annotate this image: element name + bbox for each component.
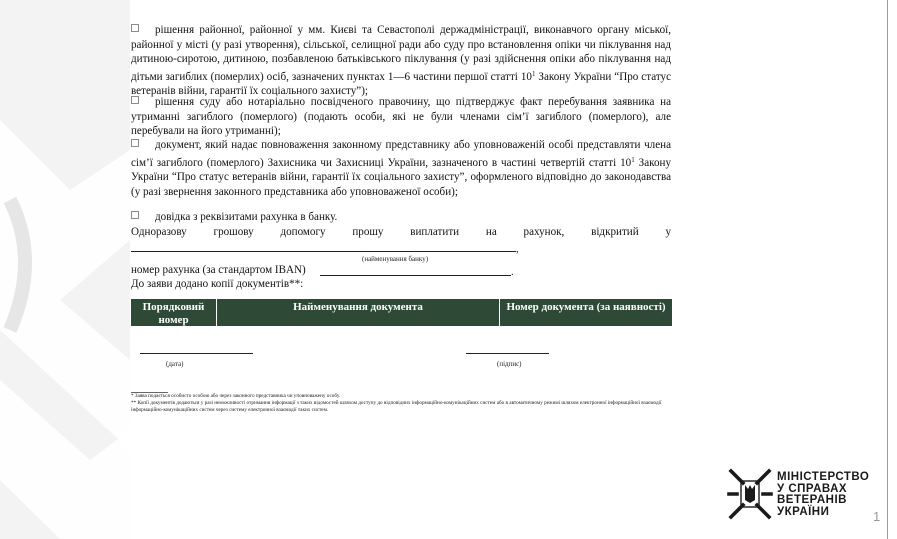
list-item: документ, який надає повноваження законному представнику або уповноваженій особі представляти члена сім’ї загиблого (померлого) Захисника чи Захисниці України, зазначеного в частині четвертій статті $10^1$ Закону України “Про статус ветеранів війни, гарантії їх соціального захисту”, оформленого відповідно до законодавства (у разі звернення законного представника або уповноваженої особи); <box>131 139 671 198</box>
date-caption: (дата) <box>166 360 184 368</box>
checkbox[interactable] <box>131 96 139 104</box>
list-item: довідка з реквізитами рахунка в банку. <box>131 210 671 225</box>
footnote-2: ** Копії документів додаються у разі неможливості отримання інформації з таких відомостей шляхом доступу до відповідних інформаційно-комунікаційних систем або в автоматичному режимі шляхом електронної інформаційної взаємодії інформаційно-комунікаційних систем через систему електронної взаємодії таких систем. <box>131 400 662 413</box>
checkbox[interactable] <box>131 211 139 219</box>
attached-docs-label: До заяви додано копії документів**: <box>131 278 304 290</box>
ministry-name: МІНІСТЕРСТВО У СПРАВАХ ВЕТЕРАНІВ УКРАЇНИ <box>777 471 870 518</box>
date-field[interactable] <box>140 353 253 354</box>
iban-field[interactable] <box>320 275 511 276</box>
ministry-logo-icon <box>727 467 773 521</box>
documents-table-header <box>131 299 672 326</box>
column-header-document-name: Найменування документа <box>217 299 500 326</box>
column-header-number: Порядковий номер <box>131 299 217 326</box>
bank-name-caption: (найменування банку) <box>362 255 429 263</box>
iban-label: номер рахунка (за стандартом IBAN) <box>131 264 306 276</box>
document-page: рішення районної, районної у мм. Києві та Севастополі держадміністрації, виконавчого органу міської, районної у місті (у разі утворення), сільської, селищної ради або суду про встановлення опіки чи піклування над дитиною-сиротою, дитиною, позбавленою батьківського піклування (у разі здійснення опіки або піклування над дітьми загиблих (померлих) осіб, зазначених пунктах 1—6 частини першої статті $10^1$ Закону України “Про статус ветеранів війни, гарантії їх соціального захисту”); рішення суду або нотаріально посвідченого правочину, що підтверджує факт перебування заявника на утриманні загиблого (померлого) (подають особи, які не були членами сім’ї загиблого (померлого), але перебували на його утриманні); документ, який надає повноваження законному представнику або уповноваженій особі представляти члена сім’ї загиблого (померлого) Захисника чи Захисниці України, зазначеного в частині четвертій статті $10^1$ Закону України “Про статус ветеранів війни, гарантії їх соціального захисту”, оформленого відповідно до законодавства (у разі звернення законного представника або уповноваженої особи); довідка з реквізитами рахунка в банку. Одноразову грошову допомогу прошу виплатити на рахунок, відкритий у , (найменування банку) номер рахунка (за стандартом IBAN) . До заяви додано копії документів**: Порядковий номер Найменування документа Номер документа (за наявності) (дата) (підпис) * Заява подається особисто особою або через законного представника чи уповноважену особу. ** Копії документів додаються у разі неможливості отримання інформації з таких відомостей шляхом доступу до відповідних інформаційно-комунікаційних систем або в автоматичному режимі шляхом електронної інформаційної взаємодії інформаційно-комунікаційних систем через систему електронної взаємодії таких систем. МІНІСТЕРСТВО У СПРАВАХ ВЕТЕРАНІВ УКРАЇНИ 1 <box>0 0 897 539</box>
checkbox[interactable] <box>131 139 139 147</box>
payment-request-text: Одноразову грошову допомогу прошу виплатити на рахунок, відкритий у <box>131 226 671 238</box>
signature-caption: (підпис) <box>497 360 522 368</box>
background-emblem-watermark <box>0 0 130 539</box>
page-border <box>887 0 888 539</box>
checkbox[interactable] <box>131 24 139 32</box>
list-item: рішення суду або нотаріально посвідченого правочину, що підтверджує факт перебування заявника на утриманні загиблого (померлого) (подають особи, які не були членами сім’ї загиблого (померлого), але перебували на його утриманні); <box>131 96 671 137</box>
bank-name-field[interactable] <box>131 251 516 252</box>
signature-field[interactable] <box>466 353 549 354</box>
column-header-document-number: Номер документа (за наявності) <box>506 301 666 313</box>
page-number: 1 <box>873 509 881 524</box>
list-item: рішення районної, районної у мм. Києві та Севастополі держадміністрації, виконавчого органу міської, районної у місті (у разі утворення), сільської, селищної ради або суду про встановлення опіки чи піклування над дитиною-сиротою, дитиною, позбавленою батьківського піклування (у разі здійснення опіки або піклування над дітьми загиблих (померлих) осіб, зазначених пунктах 1—6 частини першої статті $10^1$ Закону України “Про статус ветеранів війни, гарантії їх соціального захисту”); <box>131 24 672 97</box>
footnote-1: * Заява подається особисто особою або через законного представника чи уповноважену особу. <box>131 393 341 399</box>
